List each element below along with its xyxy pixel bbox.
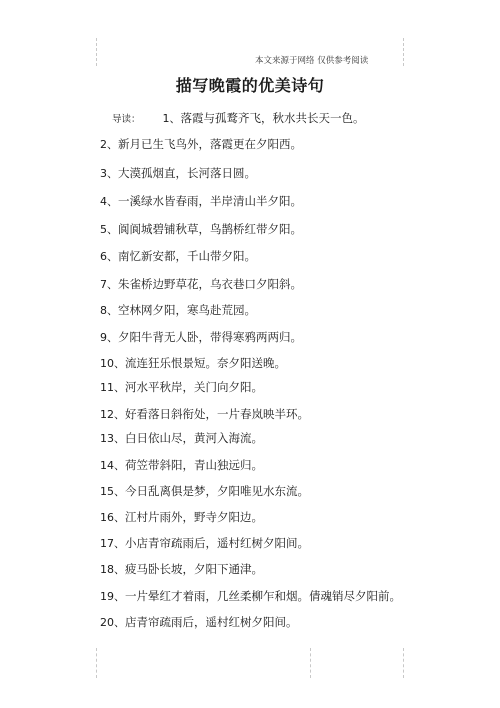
line-number: 18、 — [100, 563, 125, 576]
line-text: 江村片雨外，野寺夕阳边。 — [125, 510, 263, 524]
intro-line — [112, 111, 365, 127]
line-number: 11、 — [100, 381, 125, 394]
poem-line — [100, 407, 309, 422]
line-number: 4、 — [100, 195, 118, 208]
line-number: 6、 — [100, 250, 118, 263]
line-text: 荷笠带斜阳，青山独远归。 — [125, 458, 263, 472]
poem-line — [100, 458, 263, 473]
poem-line — [100, 431, 263, 446]
line-text: 朱雀桥边野草花，乌衣巷口夕阳斜。 — [118, 277, 302, 291]
poem-line — [100, 615, 298, 630]
line-text: 流连狂乐恨景短。奈夕阳送晚。 — [125, 356, 286, 370]
poem-line — [100, 589, 401, 604]
line-number: 8、 — [100, 304, 118, 317]
line-text: 小店青帘疏雨后，遥村红树夕阳间。 — [125, 536, 309, 550]
line-number: 14、 — [100, 459, 125, 472]
poem-line — [100, 380, 263, 395]
line-number: 5、 — [100, 223, 118, 236]
line-text: 阆阆城碧铺秋草，鸟鹊桥红带夕阳。 — [118, 222, 302, 236]
line-number: 15、 — [100, 485, 125, 498]
line-text: 一溪绿水皆春雨，半岸清山半夕阳。 — [118, 194, 302, 208]
crop-mark-bottom-middle — [310, 648, 311, 678]
source-note: 本文来源于网络 仅供参考阅读 — [255, 56, 369, 66]
line-text: 店青帘疏雨后，遥村红树夕阳间。 — [125, 615, 298, 629]
line-text: 南忆新安都，千山带夕阳。 — [118, 249, 256, 263]
line-number: 12、 — [100, 408, 125, 421]
line-number: 3、 — [100, 167, 118, 180]
page-title: 描写晚霞的优美诗句 — [175, 76, 325, 95]
line-number: 19、 — [100, 590, 125, 603]
poem-line — [100, 194, 302, 209]
poem-line — [100, 277, 302, 292]
line-text: 一片晕红才着雨，几丝柔柳乍和烟。倩魂销尽夕阳前。 — [125, 589, 401, 603]
poem-line — [100, 303, 256, 318]
poem-line — [100, 166, 256, 181]
crop-mark-top-right — [403, 38, 404, 66]
line-number: 16、 — [100, 511, 125, 524]
line-number: 20、 — [100, 616, 125, 629]
poem-line — [100, 484, 309, 499]
line-number: 17、 — [100, 537, 125, 550]
poem-line — [100, 222, 302, 237]
poem-line — [100, 536, 309, 551]
line-number: 13、 — [100, 432, 125, 445]
line-text: 大漠孤烟直，长河落日圆。 — [118, 166, 256, 180]
poem-line — [100, 330, 302, 345]
poem-line — [100, 562, 263, 577]
line-text: 好看落日斜衔处，一片春岚映半环。 — [125, 407, 309, 421]
line-text: 疲马卧长坡，夕阳下通津。 — [125, 562, 263, 576]
intro-label: 导读： — [112, 114, 141, 125]
line-number: 2、 — [100, 138, 118, 151]
line-text: 白日依山尽，黄河入海流。 — [125, 431, 263, 445]
line-text: 空林网夕阳，寒鸟赴荒园。 — [118, 303, 256, 317]
line-text: 河水平秋岸，关门向夕阳。 — [125, 380, 263, 394]
poem-line — [100, 356, 286, 371]
line-number: 7、 — [100, 278, 118, 291]
line-number: 9、 — [100, 331, 118, 344]
crop-mark-top-left — [96, 38, 97, 66]
line-text: 今日乱离俱是梦，夕阳唯见水东流。 — [125, 484, 309, 498]
line-text: 新月已生飞鸟外，落霞更在夕阳西。 — [118, 137, 302, 151]
line-text: 夕阳牛背无人卧，带得寒鸦两两归。 — [118, 330, 302, 344]
poem-line — [100, 137, 302, 152]
intro-text: 落霞与孤鹜齐飞，秋水共长天一色。 — [180, 111, 365, 125]
crop-mark-bottom-left — [96, 648, 97, 678]
poem-line — [100, 249, 256, 264]
poem-line — [100, 510, 263, 525]
intro-number: 1、 — [162, 112, 181, 125]
line-number: 10、 — [100, 357, 125, 370]
crop-mark-bottom-right — [403, 648, 404, 678]
